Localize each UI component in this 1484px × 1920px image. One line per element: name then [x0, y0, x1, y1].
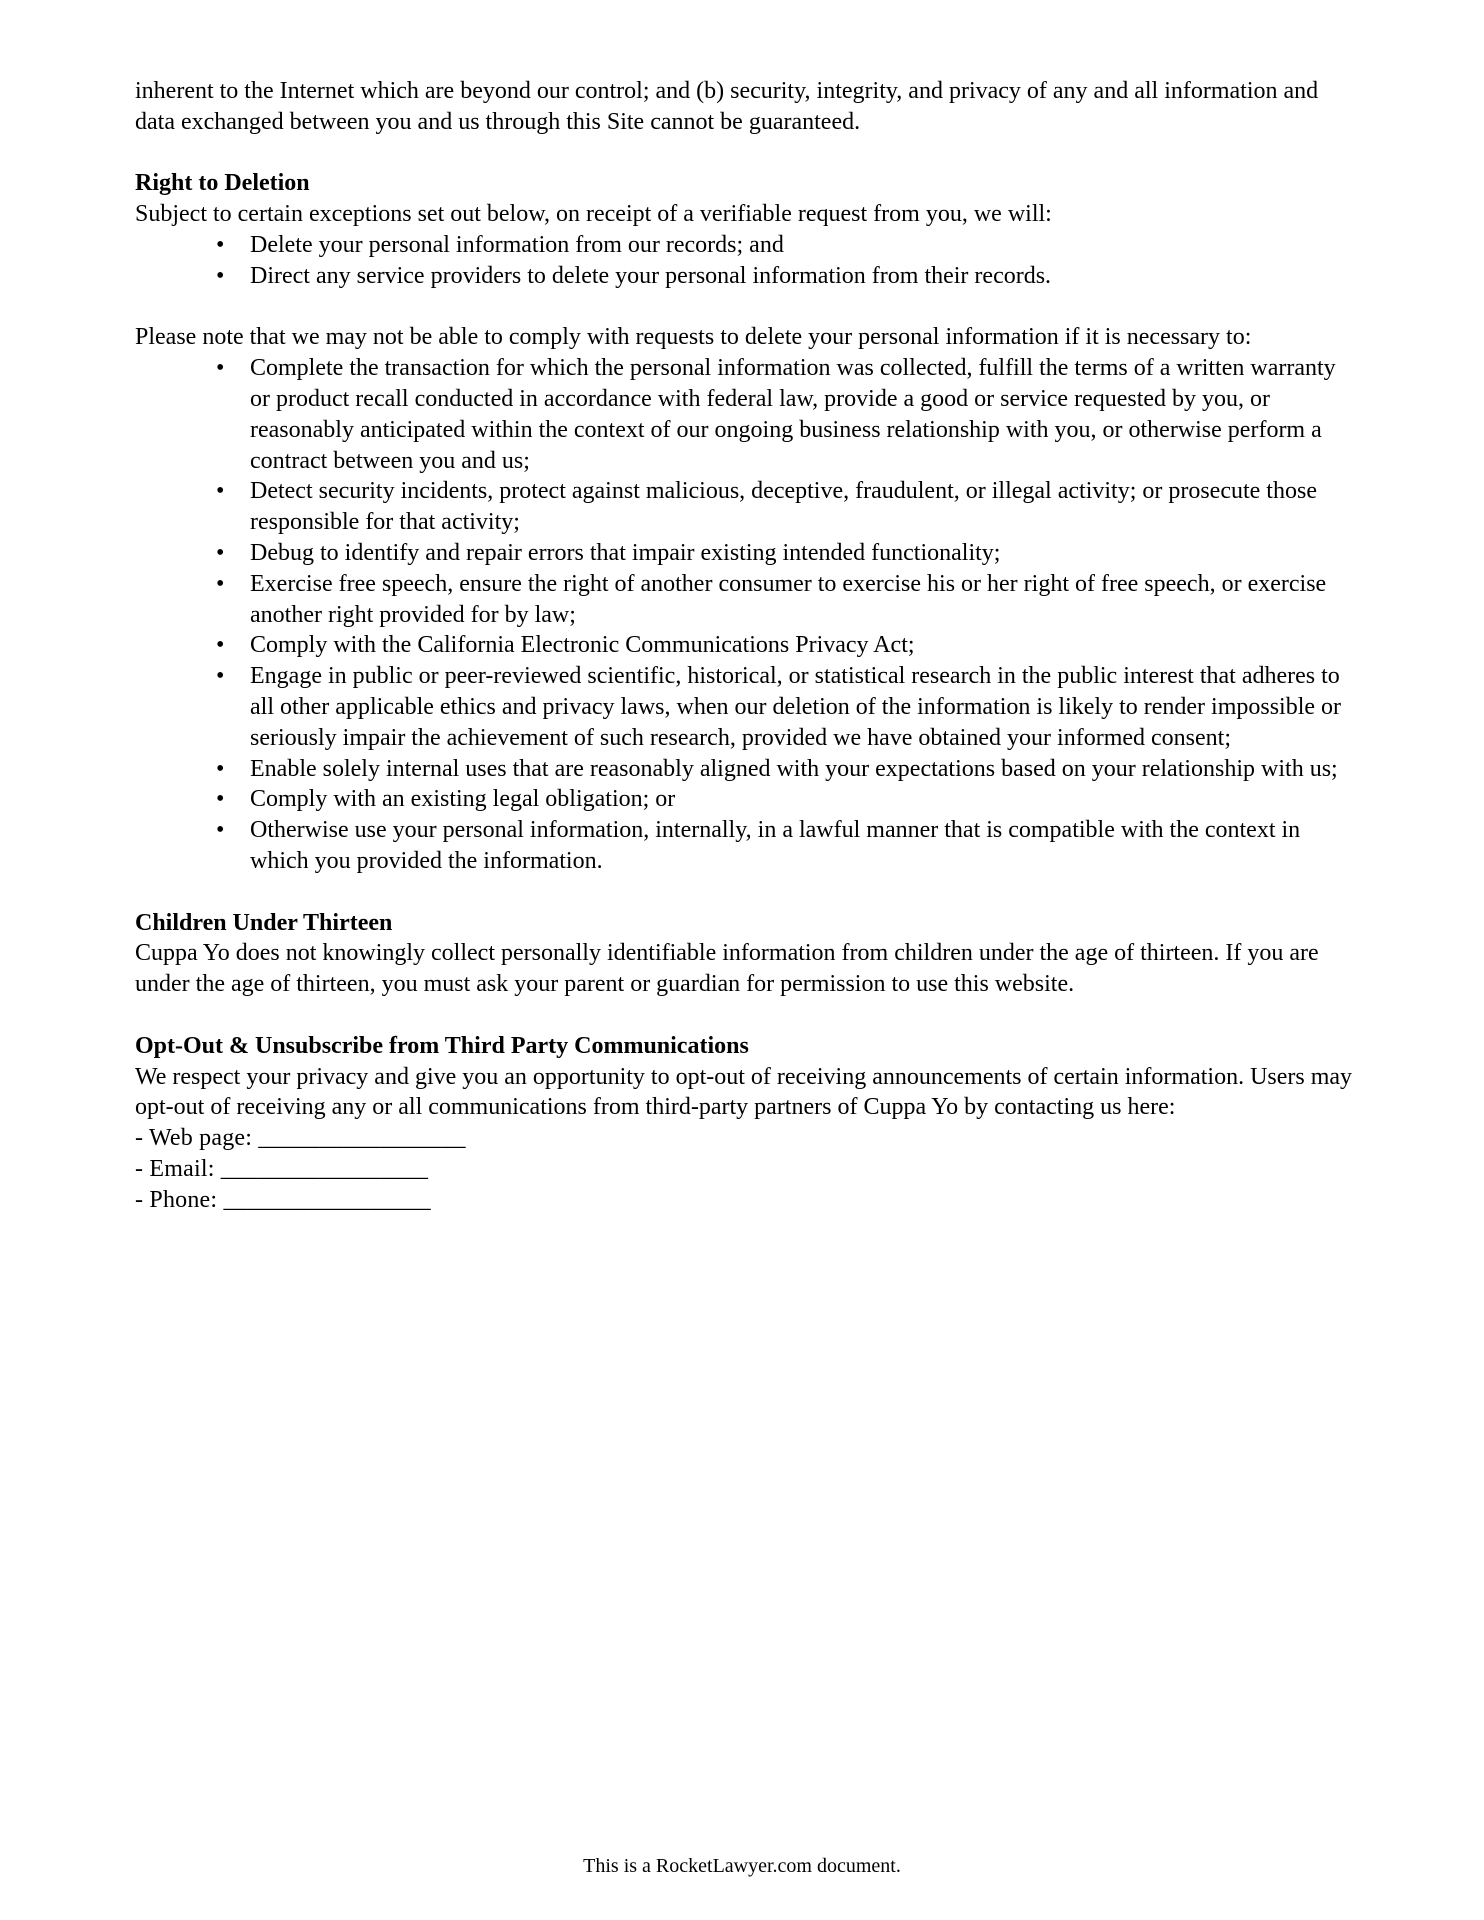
- list-item: • Engage in public or peer-reviewed scientific, historical, or statistical research in the public interest that adheres to all other applicable ethics and privacy laws, when our deletion of the information is likely to render impossible or seriously impair the achievement of such research, provided we have obtained your informed consent;: [250, 661, 1354, 753]
- list-item: • Complete the transaction for which the personal information was collected, fulfill the terms of a written warranty or product recall conducted in accordance with federal law, provide a good or service requested by you, or reasonably anticipated within the context of our ongoing business relationship with you, or otherwise perform a contract between you and us;: [250, 353, 1354, 476]
- list-item: • Comply with an existing legal obligation; or: [250, 784, 1354, 815]
- list-item: • Direct any service providers to delete your personal information from their records.: [250, 261, 1354, 292]
- list-item: • Delete your personal information from our records; and: [250, 230, 1354, 261]
- children-paragraph: Cuppa Yo does not knowingly collect personally identifiable information from children under the age of thirteen. If you are under the age of thirteen, you must ask your parent or guardian for permission to use this website.: [135, 940, 1319, 998]
- section-heading-children-under-thirteen: Children Under Thirteen: [135, 909, 393, 936]
- deletion-exceptions-list: [135, 353, 1354, 877]
- list-item: • Enable solely internal uses that are reasonably aligned with your expectations based on your relationship with us;: [250, 754, 1354, 785]
- opt-out-paragraph: We respect your privacy and give you an opportunity to opt-out of receiving announcements of certain information. Users may opt-out of receiving any or all communications from third-party partners of Cuppa Yo by contacting us here:: [135, 1063, 1353, 1121]
- list-item: • Detect security incidents, protect against malicious, deceptive, fraudulent, or illegal activity; or prosecute those responsible for that activity;: [250, 476, 1354, 538]
- footer-note: This is a RocketLawyer.com document.: [583, 1855, 901, 1877]
- section-heading-opt-out: Opt-Out & Unsubscribe from Third Party Communications: [135, 1032, 749, 1059]
- deletion-actions-list: [135, 230, 1354, 292]
- deletion-exceptions-note: Please note that we may not be able to comply with requests to delete your personal information if it is necessary to:: [135, 324, 1252, 351]
- list-item: • Otherwise use your personal information, internally, in a lawful manner that is compatible with the context in which you provided the information.: [250, 815, 1354, 877]
- list-item: • Comply with the California Electronic Communications Privacy Act;: [250, 630, 1354, 661]
- section-heading-right-to-deletion: Right to Deletion: [135, 170, 310, 197]
- contact-line-phone: - Phone: _________________: [135, 1186, 431, 1213]
- intro-paragraph: inherent to the Internet which are beyond our control; and (b) security, integrity, and privacy of any and all information and data exchanged between you and us through this Site cannot be guaranteed.: [135, 78, 1319, 135]
- list-item: • Exercise free speech, ensure the right of another consumer to exercise his or her right of free speech, or exercise another right provided for by law;: [250, 569, 1354, 631]
- right-to-deletion-lead: Subject to certain exceptions set out below, on receipt of a verifiable request from you, we will:: [135, 201, 1052, 228]
- list-item: • Debug to identify and repair errors that impair existing intended functionality;: [250, 538, 1354, 569]
- contact-line-web-page: - Web page: _________________: [135, 1125, 466, 1152]
- contact-line-email: - Email: _________________: [135, 1155, 429, 1182]
